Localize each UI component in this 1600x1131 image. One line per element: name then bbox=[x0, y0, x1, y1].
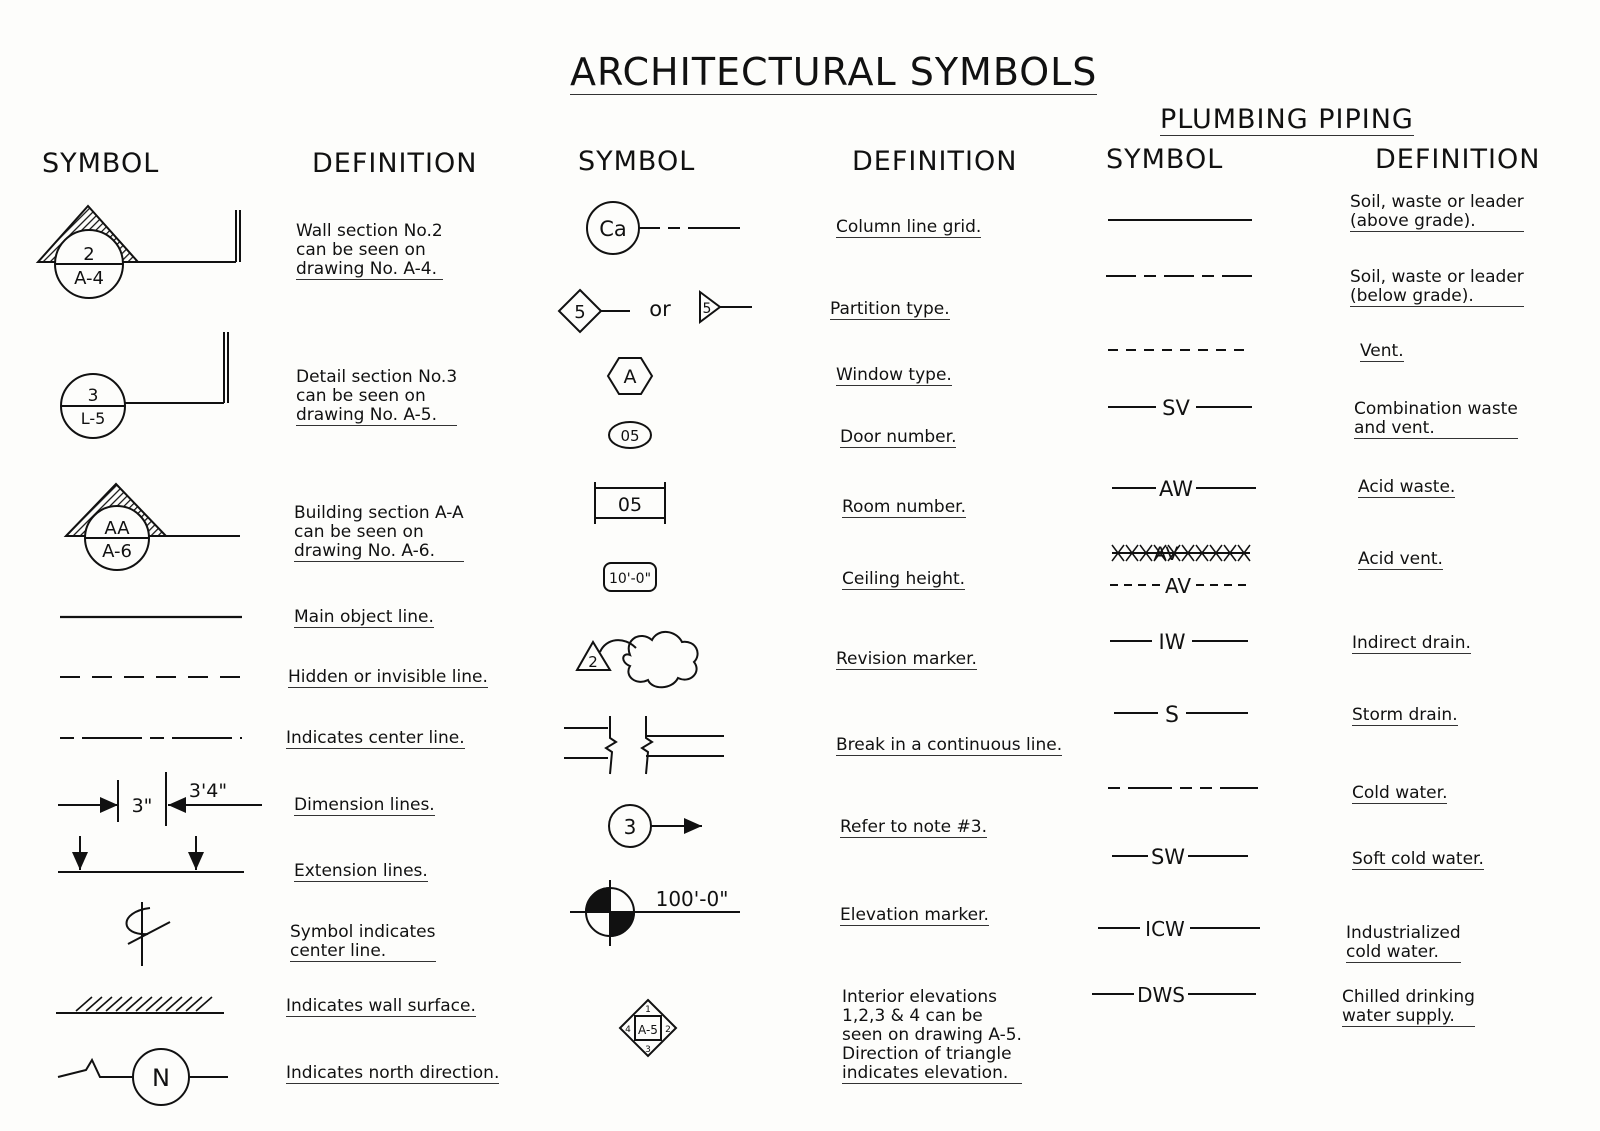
wall-surface-symbol bbox=[56, 997, 224, 1013]
building-section-sheet: A-6 bbox=[102, 541, 132, 562]
def-interior-elevations: Interior elevations 1,2,3 & 4 can be seen on drawing A-5. Direction of triangle indicates elevation. bbox=[842, 987, 1022, 1083]
def-acid-waste: Acid waste. bbox=[1358, 477, 1456, 497]
def-building-section: Building section A-A can be seen on drawing No. A-6. bbox=[294, 503, 464, 561]
def-indirect-drain: Indirect drain. bbox=[1352, 633, 1471, 653]
sv-label: SV bbox=[1162, 396, 1190, 420]
revision-marker-symbol bbox=[577, 632, 698, 687]
def-chilled-drinking-water: Chilled drinking water supply. bbox=[1342, 987, 1475, 1026]
def-north-direction: Indicates north direction. bbox=[286, 1063, 500, 1083]
def-break-line: Break in a continuous line. bbox=[836, 735, 1063, 755]
partition-label-1: 5 bbox=[574, 302, 586, 323]
dws-label: DWS bbox=[1137, 983, 1185, 1007]
indirect-drain-symbol bbox=[1110, 630, 1248, 654]
def-extension-lines: Extension lines. bbox=[294, 861, 428, 881]
def-partition-type: Partition type. bbox=[830, 299, 950, 319]
column-grid-symbol bbox=[587, 202, 740, 254]
wall-section-number: 2 bbox=[83, 244, 95, 265]
def-revision-marker: Revision marker. bbox=[836, 649, 977, 669]
ceiling-height-symbol bbox=[604, 563, 656, 591]
def-soil-below: Soil, waste or leader (below grade). bbox=[1350, 267, 1524, 306]
symbol-header-2: SYMBOL bbox=[578, 146, 696, 177]
def-soil-above: Soil, waste or leader (above grade). bbox=[1350, 192, 1524, 231]
interior-elevations-3: 3 bbox=[645, 1045, 651, 1055]
north-direction-symbol bbox=[58, 1049, 228, 1105]
def-soft-cold-water: Soft cold water. bbox=[1352, 849, 1484, 869]
av-label: AV bbox=[1164, 574, 1192, 598]
def-window-type: Window type. bbox=[836, 365, 952, 385]
def-dimension-lines: Dimension lines. bbox=[294, 795, 435, 815]
building-section-symbol bbox=[66, 484, 240, 570]
detail-section-sheet: L-5 bbox=[80, 409, 106, 428]
acid-vent-symbol bbox=[1110, 543, 1250, 598]
dimension-lines-symbol bbox=[58, 772, 262, 826]
def-vent: Vent. bbox=[1360, 341, 1404, 361]
def-door-number: Door number. bbox=[840, 427, 957, 447]
def-detail-section: Detail section No.3 can be seen on drawing No. A-5. bbox=[296, 367, 458, 425]
interior-elevations-1: 1 bbox=[645, 1005, 651, 1015]
storm-drain-symbol bbox=[1114, 703, 1248, 728]
door-number-symbol bbox=[609, 422, 651, 448]
def-column-grid: Column line grid. bbox=[836, 217, 982, 237]
dimension-label-2: 3'4" bbox=[188, 780, 228, 802]
combination-waste-symbol bbox=[1108, 396, 1252, 420]
partition-type-symbol bbox=[559, 290, 752, 332]
icw-label: ICW bbox=[1145, 917, 1185, 941]
definition-header-3: DEFINITION bbox=[1375, 144, 1541, 175]
page-title: ARCHITECTURAL SYMBOLS bbox=[570, 50, 1098, 94]
plumbing-title: PLUMBING PIPING bbox=[1160, 104, 1414, 135]
detail-section-symbol bbox=[61, 332, 228, 438]
def-combination-waste: Combination waste and vent. bbox=[1354, 399, 1518, 438]
interior-elevations-symbol bbox=[620, 1000, 676, 1056]
industrialized-cold-water-symbol bbox=[1098, 917, 1260, 941]
def-acid-vent: Acid vent. bbox=[1358, 549, 1443, 569]
ceiling-height-label: 10'-0" bbox=[608, 571, 652, 587]
center-line-glyph-symbol bbox=[127, 902, 171, 966]
elevation-marker-symbol bbox=[570, 880, 740, 946]
elevation-marker-label: 100'-0" bbox=[655, 887, 729, 911]
refer-note-label: 3 bbox=[623, 815, 637, 839]
s-label: S bbox=[1165, 703, 1179, 728]
aw-label: AW bbox=[1159, 477, 1193, 501]
wall-section-symbol bbox=[38, 206, 240, 298]
def-cold-water: Cold water. bbox=[1352, 783, 1448, 803]
def-wall-surface: Indicates wall surface. bbox=[286, 996, 476, 1016]
definition-header-1: DEFINITION bbox=[312, 148, 478, 179]
symbol-header-1: SYMBOL bbox=[42, 148, 160, 179]
revision-marker-label: 2 bbox=[588, 653, 598, 671]
def-elevation-marker: Elevation marker. bbox=[840, 905, 989, 925]
av-label-overlay: AV bbox=[1153, 543, 1179, 565]
def-ceiling-height: Ceiling height. bbox=[842, 569, 966, 589]
definition-header-2: DEFINITION bbox=[852, 146, 1018, 177]
def-refer-note: Refer to note #3. bbox=[840, 817, 987, 837]
def-center-line-symbol: Symbol indicates center line. bbox=[290, 922, 436, 961]
window-type-symbol bbox=[608, 358, 652, 394]
def-wall-section: Wall section No.2 can be seen on drawing No. A-4. bbox=[296, 221, 443, 279]
interior-elevations-2: 2 bbox=[665, 1025, 671, 1035]
room-number-label: 05 bbox=[617, 494, 643, 516]
wall-section-sheet: A-4 bbox=[74, 268, 104, 289]
def-hidden-line: Hidden or invisible line. bbox=[288, 667, 488, 687]
break-line-symbol bbox=[564, 716, 724, 774]
refer-note-symbol bbox=[609, 805, 702, 847]
door-number-label: 05 bbox=[620, 427, 640, 445]
extension-lines-symbol bbox=[58, 836, 244, 872]
detail-section-number: 3 bbox=[87, 386, 99, 406]
partition-label-2: 5 bbox=[702, 301, 712, 317]
def-industrialized-cold-water: Industrialized cold water. bbox=[1346, 923, 1461, 962]
symbol-header-3: SYMBOL bbox=[1106, 144, 1224, 175]
interior-elevations-4: 4 bbox=[625, 1025, 631, 1035]
sw-label: SW bbox=[1150, 845, 1186, 869]
soft-cold-water-symbol bbox=[1112, 845, 1248, 869]
north-label: N bbox=[152, 1064, 170, 1092]
dimension-label-1: 3" bbox=[131, 795, 153, 817]
window-type-label: A bbox=[623, 366, 637, 388]
def-center-line: Indicates center line. bbox=[286, 728, 465, 748]
def-storm-drain: Storm drain. bbox=[1352, 705, 1458, 725]
acid-waste-symbol bbox=[1112, 477, 1256, 501]
partition-or: or bbox=[649, 297, 671, 321]
room-number-symbol bbox=[595, 482, 665, 524]
def-room-number: Room number. bbox=[842, 497, 967, 517]
interior-elevations-sheet: A-5 bbox=[638, 1023, 658, 1037]
chilled-drinking-water-symbol bbox=[1092, 983, 1256, 1007]
column-grid-label: Ca bbox=[599, 217, 627, 241]
iw-label: IW bbox=[1158, 630, 1186, 654]
building-section-label: AA bbox=[104, 518, 130, 539]
def-main-object-line: Main object line. bbox=[294, 607, 434, 627]
